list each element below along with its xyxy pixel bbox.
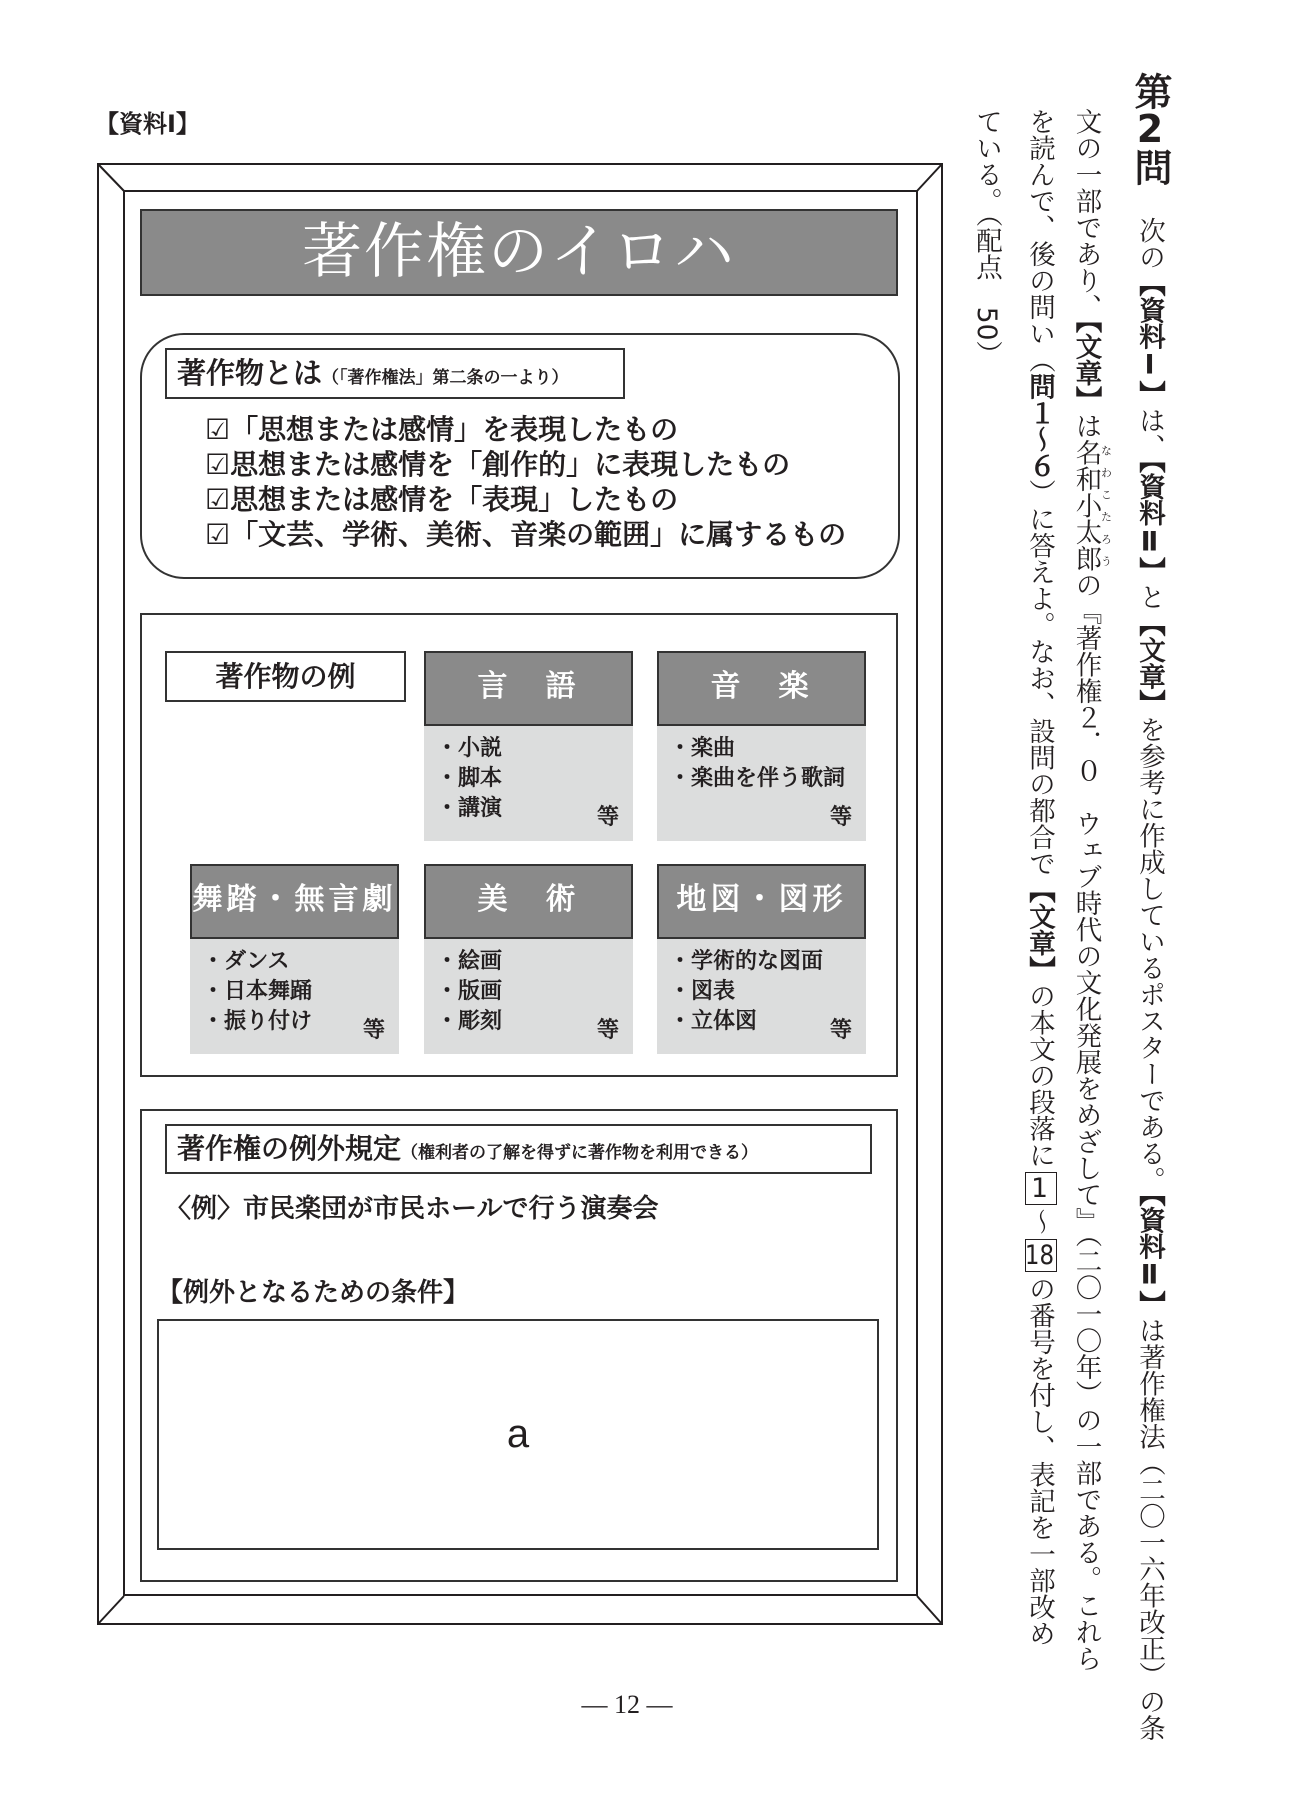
category-etc: 等 [362,1018,385,1043]
bold-reference: 【資料Ⅱ】 [1134,1193,1165,1317]
category-items [190,939,399,1054]
definition-item: ☑「文芸、学術、美術、音楽の範囲」に属するもの [205,518,847,551]
category-item: ・楽曲 [669,736,736,761]
definition-heading-text: 著作物とは [177,356,323,390]
bold-reference: 【文章】 [1070,320,1102,413]
category-items [657,726,866,841]
category-item: ・日本舞踊 [202,979,313,1004]
example-category [657,651,866,841]
category-etc: 等 [596,805,619,830]
bold-reference: 【文章】 [1134,610,1165,717]
instruction-text: の番号を付し、表記を一部改め [1024,1275,1055,1647]
category-etc: 等 [829,1018,852,1043]
instruction-text: 次の [1134,217,1165,270]
category-items [424,726,633,841]
category-item: ・振り付け [202,1009,313,1034]
category-name: 美 術 [424,864,633,939]
section-label: 【資料Ⅰ】 [95,110,200,138]
page-number: — 12 — [581,1690,673,1719]
definition-item: ☑「思想または感情」を表現したもの [205,413,679,446]
category-items [657,939,866,1054]
instruction-text: と [1134,583,1165,611]
paragraph-number-box: 18 [1025,1239,1057,1272]
exception-heading-note: （権利者の了解を得ずに著作物を利用できる） [401,1143,759,1163]
example-category [424,864,633,1054]
category-item: ・図表 [669,979,736,1004]
question-heading-prefix: 第 [1128,72,1172,110]
author-name [1070,439,1113,572]
instruction-text: の『著作権２．０ ウェブ時代の文化発展をめざして』（二〇一〇年）の一部である。これら [1070,571,1102,1672]
category-item: ・学術的な図面 [669,949,824,974]
instruction-text: 文の一部であり、 [1070,108,1102,320]
bold-reference: 【資料Ⅰ】 [1134,270,1165,407]
instruction-column [1072,108,1112,1672]
definition-list [205,412,846,552]
instruction-text: ている。（配点 50） [971,108,1002,367]
instruction-column [1017,108,1057,1647]
ruby-reading: なわこたろう [1099,439,1113,572]
exception-heading [165,1124,872,1174]
instruction-text: を読んで、後の問い（ [1024,108,1055,373]
instruction-text: は [1070,412,1102,440]
answer-blank-box [157,1319,879,1550]
question-heading-suffix: 問 [1128,148,1172,186]
definition-heading-note: （「著作権法」第二条の一より） [322,368,569,388]
category-name: 舞踏・無言劇 [190,864,399,939]
question-number: 2 [1136,110,1164,148]
instruction-text: を参考に作成しているポスターである。 [1134,716,1165,1194]
bold-reference: 【文章】 [1024,876,1055,983]
example-category [657,864,866,1054]
category-item: ・彫刻 [436,1009,503,1034]
question-heading [1128,72,1170,186]
category-etc: 等 [596,1018,619,1043]
definition-item: ☑思想または感情を「表現」したもの [205,483,679,516]
exception-example: 〈例〉市民楽団が市民ホールで行う演奏会 [165,1194,659,1224]
category-item: ・楽曲を伴う歌詞 [669,766,846,791]
bold-reference: 問１〜６ [1024,373,1055,479]
definition-item: ☑思想または感情を「創作的」に表現したもの [205,448,791,481]
example-category [190,864,399,1054]
category-name: 音 楽 [657,651,866,726]
instruction-text: は、 [1134,407,1165,460]
conditions-label: 【例外となるための条件】 [157,1278,470,1308]
exception-heading-text: 著作権の例外規定 [177,1132,402,1165]
bold-reference: 【資料Ⅱ】 [1134,460,1165,584]
example-category [424,651,633,841]
category-items [424,939,633,1054]
instruction-text: の本文の段落に [1024,982,1055,1168]
instruction-column [963,108,1003,367]
ruby-base: 名和小太郎 [1070,439,1102,572]
category-item: ・版画 [436,979,503,1004]
poster-title: 著作権のイロハ [140,209,898,296]
paragraph-number-box: 1 [1025,1172,1057,1205]
category-etc: 等 [829,805,852,830]
category-item: ・講演 [436,796,503,821]
instruction-text: ）に答えよ。なお、設問の都合で [1024,479,1055,877]
blank-label: a [506,1412,530,1456]
category-name: 言 語 [424,651,633,726]
category-item: ・ダンス [202,949,290,974]
category-item: ・絵画 [436,949,503,974]
examples-label: 著作物の例 [165,651,406,702]
category-item: ・立体図 [669,1009,758,1034]
category-item: ・小説 [436,736,503,761]
definition-heading [165,348,625,399]
instruction-text: は著作権法（二〇一六年改正）の条 [1134,1317,1165,1741]
category-name: 地図・図形 [657,864,866,939]
instruction-text: 〜 [1024,1208,1055,1235]
instruction-column [1126,217,1166,1741]
category-item: ・脚本 [436,766,503,791]
